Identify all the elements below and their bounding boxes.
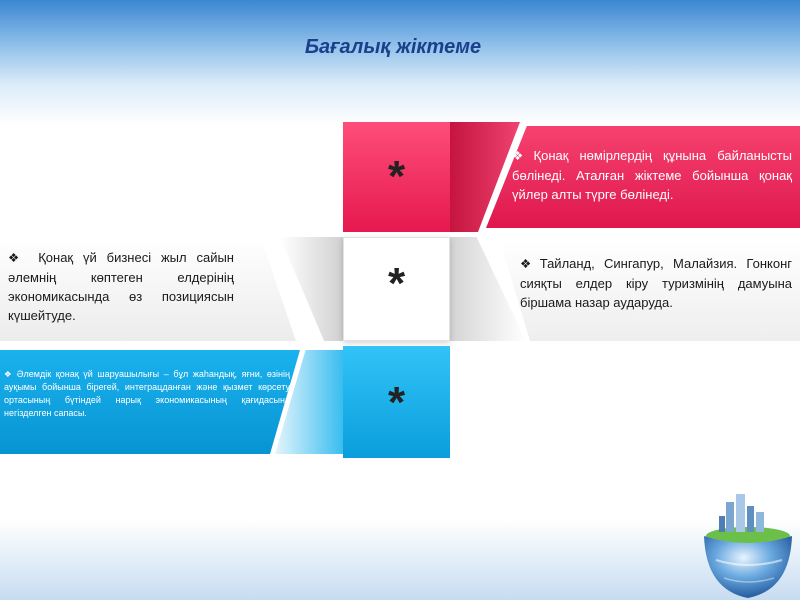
asterisk-icon: * (387, 259, 406, 308)
diamond-bullet-icon: ❖ (8, 251, 26, 265)
left-band-text: ❖ Қонақ үй бизнесі жыл сайын әлемнің көптеген елдерінің экономикасында өз позициясын күшейтуде. (8, 250, 234, 323)
blue-center-block (343, 346, 450, 458)
blue-band-text: ❖ Әлемдік қонақ үй шаруашылығы – бұл жаһандық, яғни, өзінің ауқымы бойынша бірегей, интеграцданған және қызмет көрсету ортасының бүтіндей нарық экономикасының қағидасына негізделген сапасы. (4, 369, 290, 418)
asterisk-icon: * (387, 378, 406, 427)
asterisk-icon: * (387, 152, 406, 201)
pink-band-text: ❖ Қонақ нөмірлердің құнына байланысты бөлінеді. Аталған жіктеме бойынша қонақ үйлер алты түрге бөлінеді. (512, 148, 792, 202)
diamond-bullet-icon: ❖ (520, 257, 537, 271)
white-center-block (343, 237, 450, 341)
diamond-bullet-icon: ❖ (512, 149, 531, 163)
right-band-text: ❖ Тайланд, Сингапур, Малайзия. Гонконг сияқты елдер кіру туризмінің дамуына біршама назар аударуда. (520, 256, 792, 310)
diamond-bullet-icon: ❖ (4, 369, 14, 379)
slide-title: Бағалық жіктеме (304, 36, 482, 58)
globe-city-icon (690, 490, 800, 600)
pink-center-block (343, 122, 450, 232)
